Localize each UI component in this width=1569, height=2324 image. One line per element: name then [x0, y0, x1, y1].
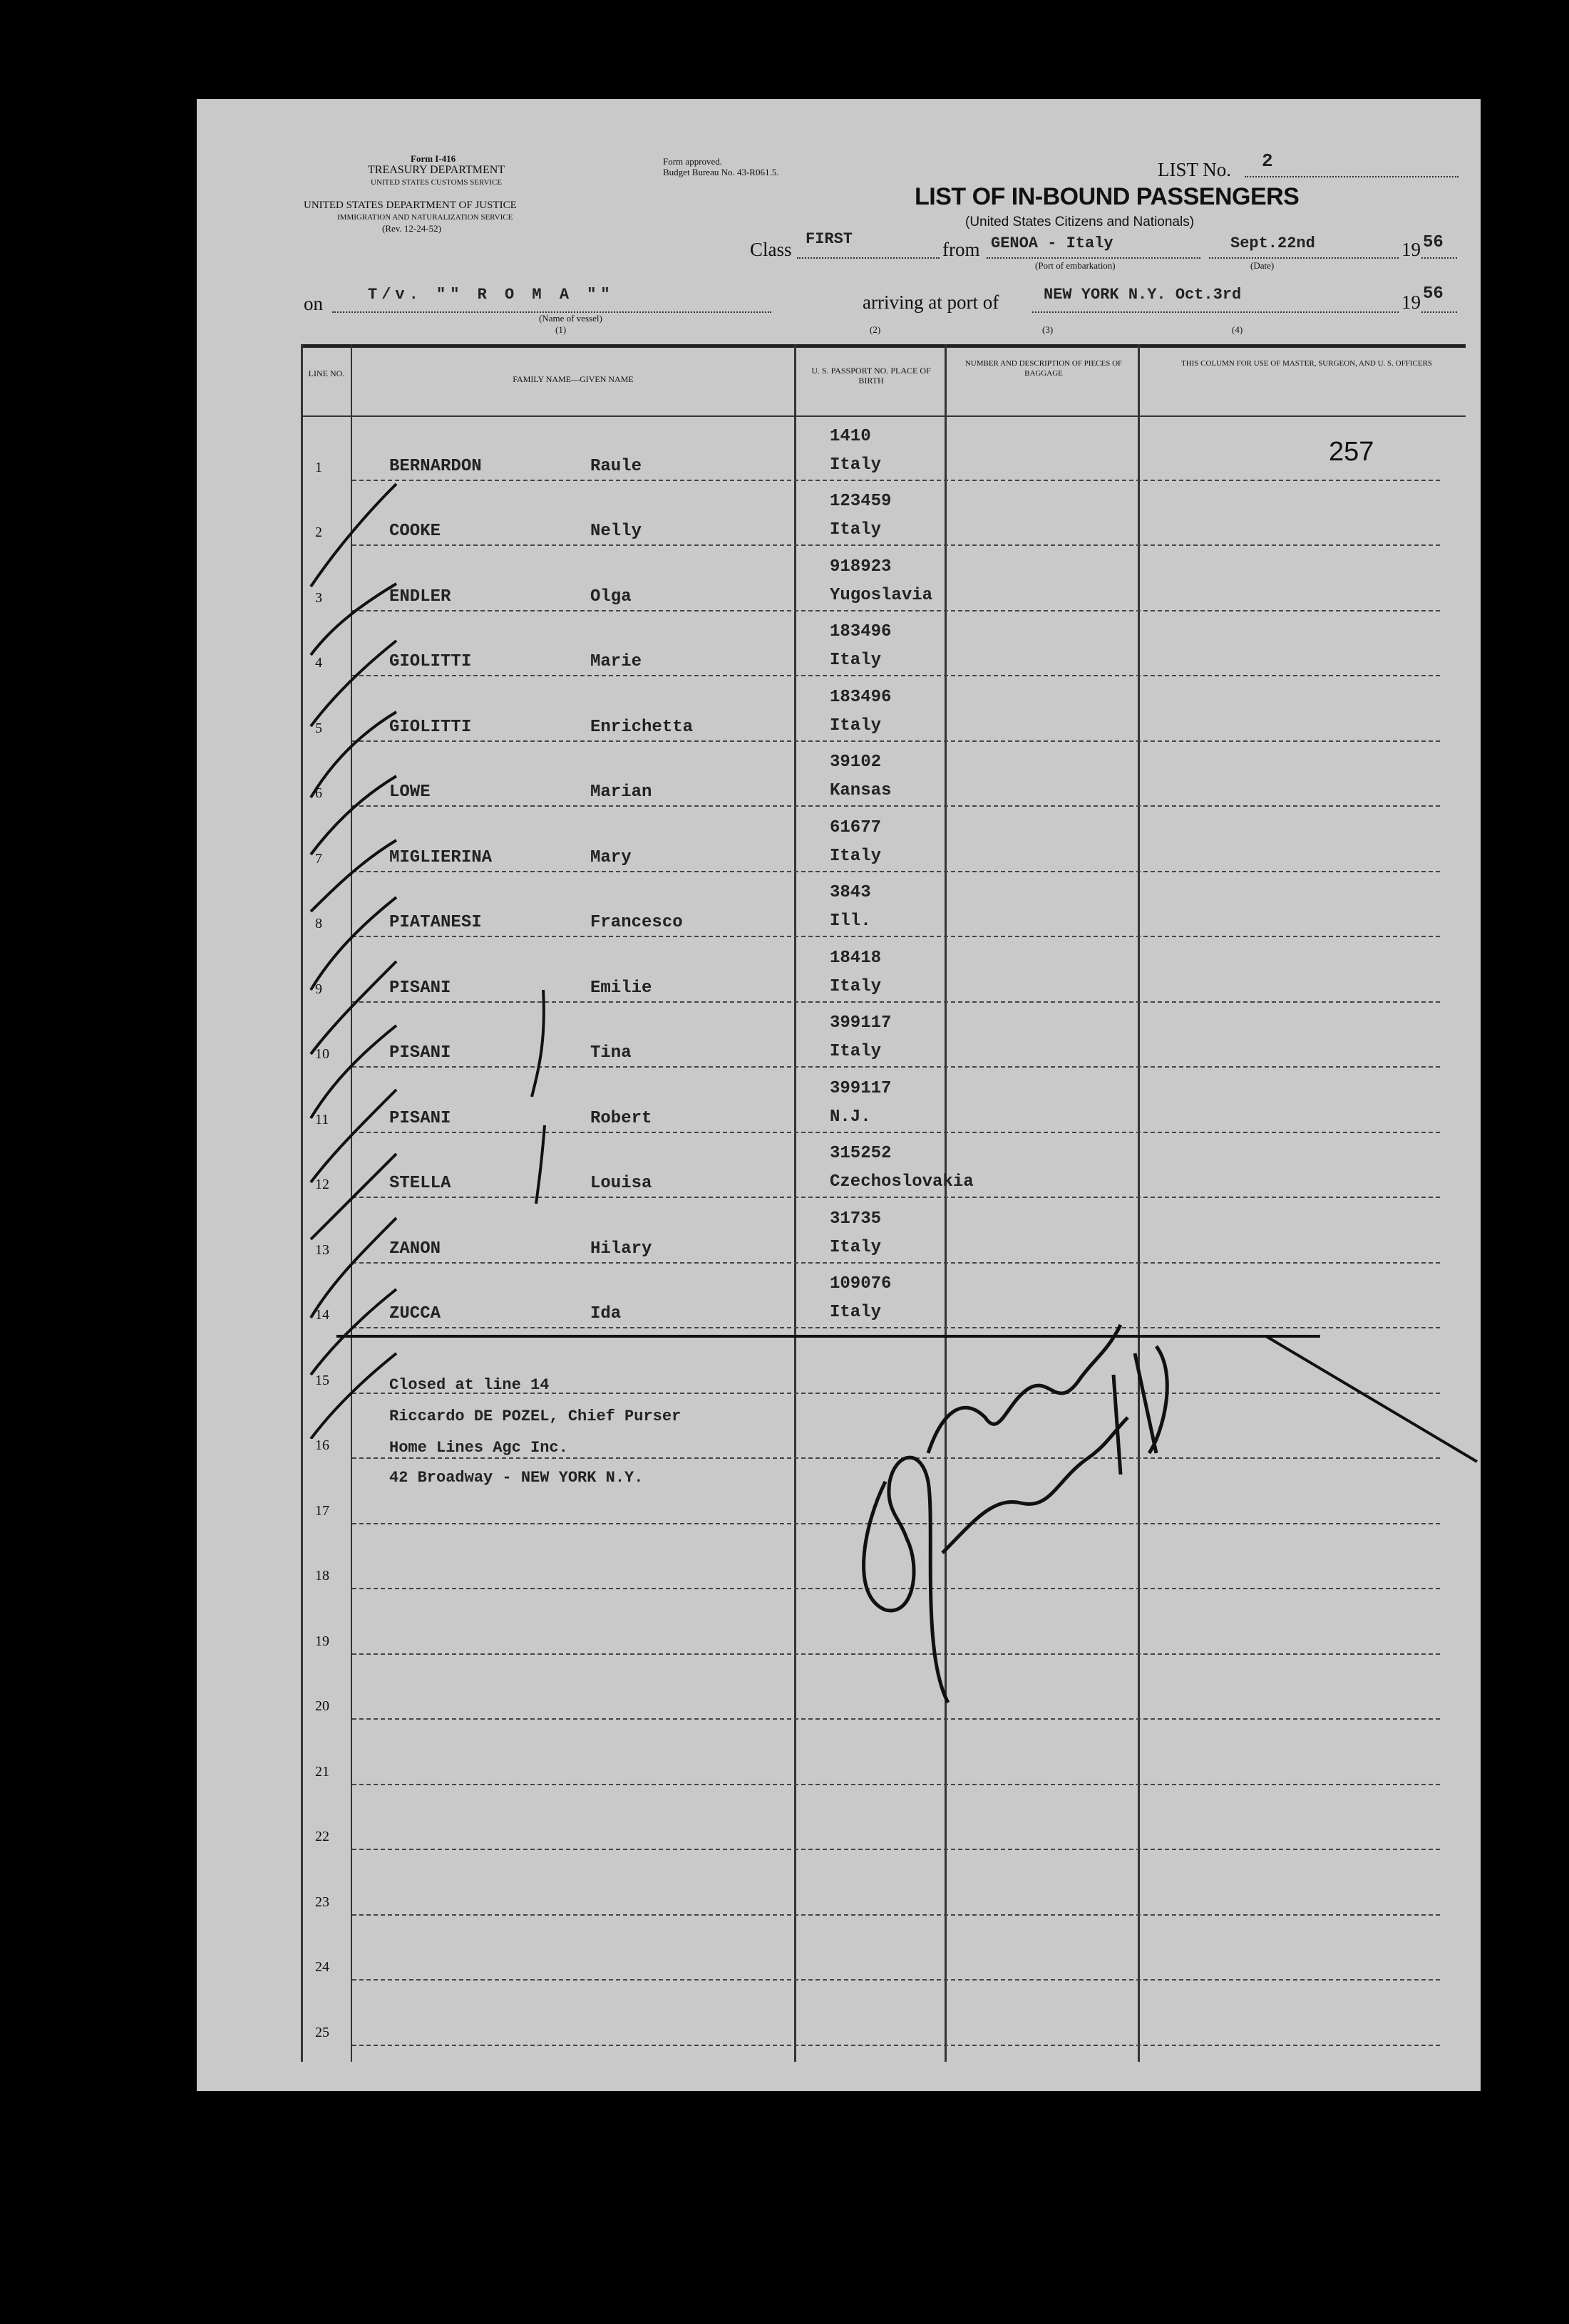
header-name: FAMILY NAME—GIVEN NAME: [513, 374, 634, 384]
list-number-field: [1245, 152, 1459, 177]
year-value-2: 56: [1423, 284, 1444, 304]
line-number: 15: [315, 1372, 329, 1388]
row-rule: [352, 1784, 1440, 1785]
line-number: 2: [315, 525, 322, 540]
row-rule: [352, 1914, 1440, 1916]
header-officers: THIS COLUMN FOR USE OF MASTER, SURGEON, AND U. S. OFFICERS: [1180, 359, 1433, 368]
list-label: LIST No.: [1158, 159, 1232, 180]
on-label: on: [304, 293, 323, 314]
year-field-2: [1421, 284, 1457, 313]
line-number: 6: [315, 785, 322, 801]
line-number: 11: [315, 1111, 329, 1127]
place-of-birth: Italy: [830, 1303, 882, 1322]
row-rule: [352, 1979, 1440, 1980]
passport-number: 123459: [830, 492, 892, 511]
line-number: 23: [315, 1894, 329, 1910]
vessel-column-number: (1): [555, 324, 567, 335]
col-divider-name: [794, 344, 796, 2062]
list-number: 2: [1262, 150, 1273, 172]
given-name: Marian: [590, 783, 652, 802]
from-field: [987, 234, 1200, 259]
passport-number: 918923: [830, 557, 892, 577]
col-divider-baggage: [1138, 344, 1140, 2062]
manifest-page: [197, 99, 1481, 2091]
place-of-birth: Yugoslavia: [830, 585, 933, 605]
header-line-no: LINE NO.: [308, 368, 345, 378]
family-name: PISANI: [389, 1043, 451, 1063]
budget-bureau: Budget Bureau No. 43-R061.5.: [663, 167, 779, 177]
line-number: 21: [315, 1763, 329, 1780]
family-name: GIOLITTI: [389, 652, 472, 671]
header-passport: U. S. PASSPORT NO. PLACE OF BIRTH: [811, 366, 931, 386]
place-of-birth: N.J.: [830, 1107, 871, 1127]
family-name: ZANON: [389, 1239, 441, 1259]
row-rule: [352, 1718, 1440, 1720]
customs-service: UNITED STATES CUSTOMS SERVICE: [371, 178, 503, 187]
class-value: FIRST: [806, 230, 853, 248]
from-value: GENOA - Italy: [991, 234, 1113, 252]
page-subtitle: (United States Citizens and Nationals): [965, 215, 1195, 229]
closing-line-3: Home Lines Agc Inc.: [389, 1439, 568, 1457]
given-name: Enrichetta: [590, 717, 694, 737]
line-number: 1: [315, 459, 322, 475]
family-name: LOWE: [389, 783, 431, 802]
given-name: Hilary: [590, 1239, 652, 1259]
line-number: 5: [315, 720, 322, 736]
place-of-birth: Italy: [830, 846, 882, 866]
line-number: 24: [315, 1959, 329, 1975]
year-value-1: 56: [1423, 233, 1444, 252]
table-header-bottom: [301, 415, 1466, 417]
year-field-1: [1421, 234, 1457, 259]
row-rule: [352, 480, 1440, 481]
form-approved: Form approved.: [663, 156, 723, 167]
family-name: PIATANESI: [389, 913, 482, 932]
class-field: [797, 230, 940, 259]
from-label: from: [942, 239, 980, 260]
row-rule: [352, 1066, 1440, 1068]
vessel-label: (Name of vessel): [539, 313, 602, 324]
place-of-birth: Italy: [830, 1042, 882, 1061]
page-title: LIST OF IN-BOUND PASSENGERS: [915, 183, 1300, 210]
family-name: STELLA: [389, 1174, 451, 1193]
place-of-birth: Kansas: [830, 781, 892, 800]
line-number: 9: [315, 981, 322, 997]
passport-number: 399117: [830, 1078, 892, 1098]
passport-number: 183496: [830, 622, 892, 641]
given-name: Louisa: [590, 1174, 652, 1193]
given-name: Raule: [590, 456, 642, 476]
port-embarkation-label: (Port of embarkation): [1035, 260, 1116, 271]
line-number: 17: [315, 1502, 329, 1519]
line-number: 10: [315, 1046, 329, 1062]
given-name: Emilie: [590, 978, 652, 998]
given-name: Francesco: [590, 913, 683, 932]
row-rule: [352, 2045, 1440, 2046]
given-name: Nelly: [590, 522, 642, 541]
year-prefix-2: 19: [1401, 291, 1421, 313]
line-number: 14: [315, 1307, 329, 1323]
family-name: COOKE: [389, 522, 441, 541]
line-number: 12: [315, 1177, 329, 1192]
family-name: GIOLITTI: [389, 717, 472, 737]
treasury-dept: TREASURY DEPARTMENT: [368, 164, 505, 176]
date-value: Sept.22nd: [1230, 234, 1315, 252]
passport-number: 1410: [830, 426, 871, 446]
family-name: BERNARDON: [389, 456, 482, 476]
vessel-name: T/v. "" R O M A "": [368, 286, 614, 304]
row-rule: [352, 544, 1440, 546]
passport-number: 315252: [830, 1144, 892, 1163]
row-rule: [352, 1849, 1440, 1850]
row-rule: [352, 610, 1440, 611]
row-rule: [352, 740, 1440, 742]
passport-number: 61677: [830, 817, 882, 837]
family-name: MIGLIERINA: [389, 847, 493, 867]
line-number: 4: [315, 655, 322, 671]
place-of-birth: Italy: [830, 716, 882, 735]
ins-service: IMMIGRATION AND NATURALIZATION SERVICE: [337, 213, 513, 222]
place-of-birth: Italy: [830, 520, 882, 539]
baggage-column-number: (3): [1042, 324, 1054, 335]
line-number: 18: [315, 1568, 329, 1584]
header-baggage: NUMBER AND DESCRIPTION OF PIECES OF BAGGAGE: [964, 359, 1123, 378]
row-rule: [352, 871, 1440, 872]
line-number: 16: [315, 1437, 329, 1453]
check-marks: [304, 398, 403, 1439]
family-name: ZUCCA: [389, 1304, 441, 1323]
date-field: [1209, 234, 1399, 259]
inspector-signature: [821, 1268, 1192, 1710]
given-name: Marie: [590, 652, 642, 671]
date-label: (Date): [1250, 260, 1275, 271]
place-of-birth: Ill.: [830, 911, 871, 931]
row-rule: [352, 1197, 1440, 1198]
row-rule: [352, 1001, 1440, 1003]
line-number: 3: [315, 589, 322, 606]
line-number: 22: [315, 1829, 329, 1844]
vessel-field: [332, 287, 771, 313]
bracket-marks: [525, 983, 553, 1211]
passport-number: 31735: [830, 1209, 882, 1229]
given-name: Tina: [590, 1043, 632, 1063]
revision: (Rev. 12-24-52): [382, 223, 441, 234]
passport-number: 399117: [830, 1013, 892, 1033]
place-of-birth: Italy: [830, 455, 882, 475]
place-of-birth: Italy: [830, 1237, 882, 1257]
line-number: 13: [315, 1241, 329, 1258]
closing-line-1: Closed at line 14: [389, 1376, 550, 1394]
col-divider-passport: [945, 344, 947, 2062]
arrival-port-field: [1032, 287, 1399, 313]
family-name: ENDLER: [389, 587, 451, 606]
place-of-birth: Italy: [830, 651, 882, 670]
place-of-birth: Italy: [830, 976, 882, 996]
row-rule: [352, 675, 1440, 676]
justice-dept: UNITED STATES DEPARTMENT OF JUSTICE: [304, 200, 517, 211]
arriving-label: arriving at port of: [863, 291, 999, 313]
row-rule: [352, 805, 1440, 807]
passport-number: 18418: [830, 948, 882, 968]
form-number: Form I-416: [411, 153, 456, 164]
passport-number: 3843: [830, 883, 871, 902]
officer-column-number: (4): [1232, 324, 1243, 335]
year-prefix-1: 19: [1401, 239, 1421, 260]
line-number: 19: [315, 1633, 329, 1649]
passport-number: 39102: [830, 753, 882, 772]
arrival-port: NEW YORK N.Y. Oct.3rd: [1044, 286, 1242, 304]
given-name: Mary: [590, 847, 632, 867]
row-rule: [352, 936, 1440, 937]
row-rule: [352, 1132, 1440, 1133]
row-rule: [352, 1262, 1440, 1264]
given-name: Olga: [590, 587, 632, 606]
table-top-border: [301, 344, 1466, 348]
given-name: Robert: [590, 1108, 652, 1128]
officer-note: 257: [1329, 437, 1374, 467]
place-of-birth: Czechoslovakia: [830, 1172, 974, 1192]
passport-column-number: (2): [870, 324, 881, 335]
passport-number: 109076: [830, 1274, 892, 1293]
table-left-border: [301, 344, 303, 2062]
class-label: Class: [750, 239, 792, 260]
closing-line-4: 42 Broadway - NEW YORK N.Y.: [389, 1469, 644, 1487]
line-number: 8: [315, 916, 322, 931]
line-number: 7: [315, 850, 322, 867]
passport-number: 183496: [830, 687, 892, 707]
family-name: PISANI: [389, 978, 451, 998]
line-number: 25: [315, 2024, 329, 2040]
family-name: PISANI: [389, 1108, 451, 1128]
given-name: Ida: [590, 1304, 622, 1323]
closing-line-2: Riccardo DE POZEL, Chief Purser: [389, 1408, 681, 1425]
line-number: 20: [315, 1698, 329, 1714]
